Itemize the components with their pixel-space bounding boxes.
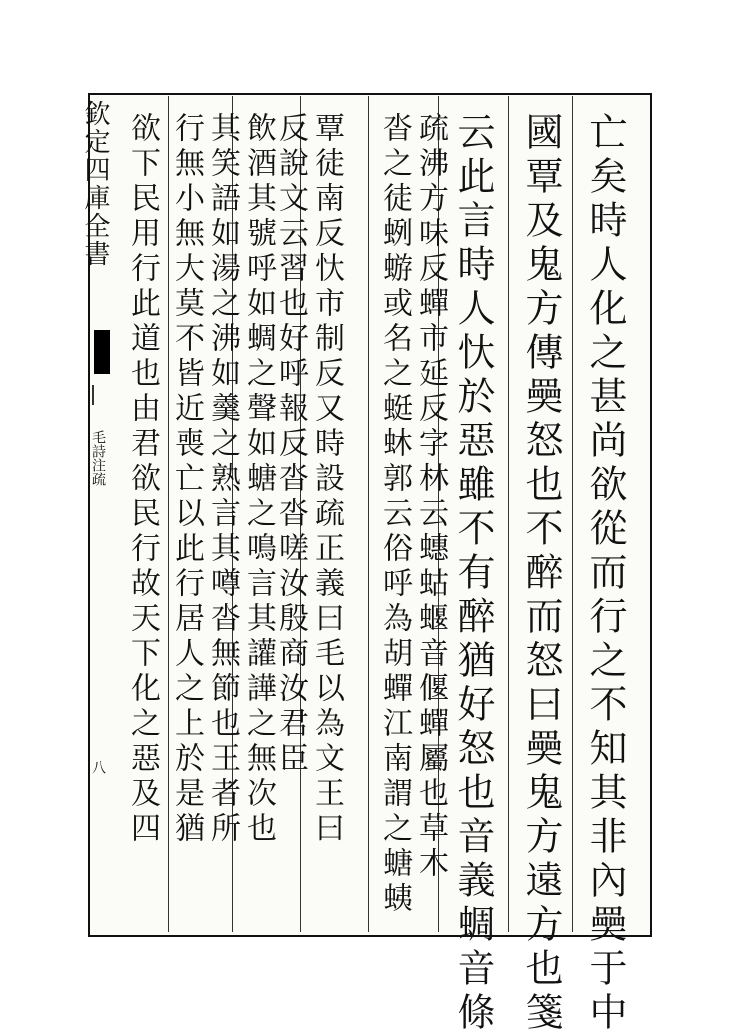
text-column-7: 反說文云習也好呼報反沓沓嗟汝殷商汝君臣	[273, 112, 308, 777]
edge-rule	[92, 385, 110, 405]
text-column-8: 飲酒其號呼如蜩之聲如螗之鳴言其讙譁之無次也	[241, 112, 276, 847]
fishtail-mark	[94, 330, 110, 374]
text-column-2: 國覃及鬼方傳奰怒也不醉而怒曰奰鬼方遠方也箋	[519, 112, 563, 1036]
text-column-6: 覃徒南反忕市制反又時設疏正義曰毛以為文王曰	[309, 112, 344, 847]
column-rule	[508, 96, 509, 932]
volume-title: 毛詩注疏	[90, 430, 106, 486]
text-column-3: 云此言時人忕於惡雖不有醉猶好怒也音義蜩音條	[451, 112, 495, 1036]
book-title: 欽定四庫全書	[80, 100, 110, 268]
text-column-9: 其笑語如湯之沸如羹之熟言其噂沓無節也王者所	[205, 112, 240, 847]
text-column-11: 欲下民用行此道也由君欲民行故天下化之惡及四	[125, 112, 160, 847]
text-column-5: 沓之徒蛚蝣或名之蜓蚞郭云俗呼為胡蟬江南謂之螗蛦	[377, 112, 412, 917]
page-number: 八	[90, 760, 106, 774]
text-column-10: 行無小無大莫不皆近喪亡以此行居人之上於是猶	[169, 112, 204, 847]
column-rule	[572, 96, 573, 932]
text-column-1: 亡矣時人化之甚尚欲從而行之不知其非內奰于中	[583, 112, 627, 1036]
text-column-4: 疏沸方味反蟬市延反字林云蟪蛄蝘音偃蟬屬也草木	[413, 112, 448, 882]
column-rule	[368, 96, 369, 932]
